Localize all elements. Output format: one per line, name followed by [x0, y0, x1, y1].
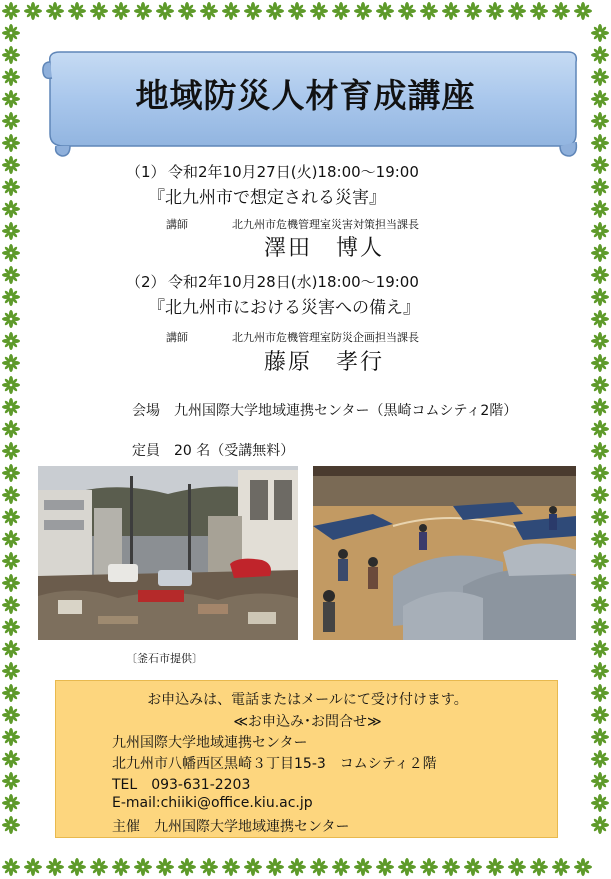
leaf-icon — [244, 858, 262, 876]
leaf-icon — [398, 2, 416, 20]
leaf-icon — [464, 858, 482, 876]
leaf-icon — [2, 464, 20, 482]
leaf-icon — [222, 2, 240, 20]
session-2-lecturer-name: 藤原 孝行 — [264, 350, 385, 375]
leaf-icon — [2, 2, 20, 20]
leaf-icon — [398, 858, 416, 876]
leaf-icon — [178, 2, 196, 20]
session-2-datetime: 令和2年10月28日(水)18:00～19:00 — [168, 273, 419, 291]
application-note: お申込みは、電話またはメールにて受け付けます。 — [147, 692, 468, 708]
leaf-icon — [2, 794, 20, 812]
leaf-icon — [591, 662, 609, 680]
leaf-icon — [2, 508, 20, 526]
leaf-icon — [591, 684, 609, 702]
session-1-number: （1） — [126, 163, 166, 181]
leaf-icon — [591, 200, 609, 218]
leaf-icon — [310, 858, 328, 876]
leaf-icon — [222, 858, 240, 876]
leaf-icon — [486, 2, 504, 20]
leaf-icon — [591, 134, 609, 152]
leaf-icon — [24, 858, 42, 876]
leaf-icon — [376, 2, 394, 20]
leaf-icon — [24, 2, 42, 20]
leaf-icon — [376, 858, 394, 876]
leaf-icon — [310, 2, 328, 20]
leaf-icon — [288, 2, 306, 20]
leaf-icon — [591, 618, 609, 636]
leaf-icon — [591, 530, 609, 548]
leaf-icon — [332, 2, 350, 20]
leaf-icon — [591, 772, 609, 790]
leaf-icon — [2, 596, 20, 614]
session-2-subject: 『北九州市における災害への備え』 — [148, 298, 420, 318]
leaf-icon — [68, 858, 86, 876]
leaf-icon — [591, 640, 609, 658]
leaf-icon — [288, 858, 306, 876]
leaf-icon — [591, 574, 609, 592]
leaf-icon — [2, 574, 20, 592]
leaf-icon — [2, 816, 20, 834]
session-1-subject: 『北九州市で想定される災害』 — [148, 188, 386, 208]
leaf-icon — [2, 662, 20, 680]
leaf-icon — [2, 618, 20, 636]
leaf-icon — [591, 442, 609, 460]
leaf-icon — [2, 156, 20, 174]
leaf-icon — [2, 420, 20, 438]
leaf-icon — [591, 222, 609, 240]
leaf-icon — [2, 46, 20, 64]
leaf-icon — [442, 858, 460, 876]
leaf-icon — [2, 178, 20, 196]
leaf-icon — [2, 552, 20, 570]
session-2-lecturer-label: 講師 — [166, 331, 188, 344]
photo-caption: 〔釜石市提供〕 — [126, 652, 203, 665]
inquiry-heading: ≪お申込み･お問合せ≫ — [233, 714, 382, 730]
leaf-icon — [2, 772, 20, 790]
leaf-icon — [2, 332, 20, 350]
leaf-icon — [2, 684, 20, 702]
leaf-icon — [2, 486, 20, 504]
leaf-icon — [420, 2, 438, 20]
leaf-icon — [2, 222, 20, 240]
leaf-icon — [486, 858, 504, 876]
leaf-icon — [2, 376, 20, 394]
session-1-datetime: 令和2年10月27日(火)18:00～19:00 — [168, 163, 419, 181]
leaf-icon — [552, 2, 570, 20]
leaf-icon — [2, 640, 20, 658]
leaf-icon — [508, 2, 526, 20]
leaf-icon — [591, 420, 609, 438]
leaf-icon — [134, 858, 152, 876]
leaf-icon — [178, 858, 196, 876]
leaf-icon — [200, 858, 218, 876]
leaf-icon — [591, 156, 609, 174]
leaf-icon — [508, 858, 526, 876]
leaf-icon — [332, 858, 350, 876]
leaf-icon — [591, 398, 609, 416]
leaf-icon — [591, 552, 609, 570]
leaf-icon — [442, 2, 460, 20]
leaf-icon — [530, 2, 548, 20]
leaf-icon — [591, 46, 609, 64]
leaf-icon — [574, 2, 592, 20]
leaf-icon — [90, 2, 108, 20]
host-text: 主催 九州国際大学地域連携センター — [112, 819, 350, 835]
session-1-lecturer-title: 北九州市危機管理室災害対策担当課長 — [232, 218, 419, 231]
capacity-text: 定員 20 名（受講無料） — [132, 443, 295, 459]
leaf-icon — [2, 530, 20, 548]
contact-info-box — [55, 680, 558, 838]
leaf-icon — [591, 288, 609, 306]
leaf-icon — [266, 858, 284, 876]
leaf-icon — [591, 354, 609, 372]
leaf-icon — [591, 332, 609, 350]
leaf-icon — [112, 2, 130, 20]
leaf-icon — [530, 858, 548, 876]
leaf-icon — [46, 2, 64, 20]
org-email: E-mail:chiiki@office.kiu.ac.jp — [112, 795, 313, 811]
page-title: 地域防災人材育成講座 — [135, 76, 476, 115]
leaf-icon — [354, 858, 372, 876]
leaf-icon — [591, 266, 609, 284]
leaf-icon — [354, 2, 372, 20]
leaf-icon — [244, 2, 262, 20]
leaf-icon — [90, 858, 108, 876]
leaf-icon — [420, 858, 438, 876]
leaf-icon — [2, 288, 20, 306]
leaf-icon — [2, 858, 20, 876]
leaf-icon — [591, 486, 609, 504]
leaf-icon — [591, 750, 609, 768]
session-2-number: （2） — [126, 273, 166, 291]
session-2-lecturer-title: 北九州市危機管理室防災企画担当課長 — [232, 331, 419, 344]
leaf-icon — [46, 858, 64, 876]
leaf-icon — [552, 858, 570, 876]
org-phone: TEL 093-631-2203 — [112, 777, 251, 793]
shelter-photo — [313, 466, 576, 640]
leaf-icon — [266, 2, 284, 20]
leaf-icon — [591, 178, 609, 196]
session-1-lecturer-label: 講師 — [166, 218, 188, 231]
leaf-icon — [591, 310, 609, 328]
leaf-icon — [591, 244, 609, 262]
leaf-icon — [2, 310, 20, 328]
leaf-icon — [591, 706, 609, 724]
leaf-icon — [68, 2, 86, 20]
leaf-icon — [591, 596, 609, 614]
leaf-icon — [200, 2, 218, 20]
leaf-icon — [2, 398, 20, 416]
leaf-icon — [156, 2, 174, 20]
leaf-icon — [2, 24, 20, 42]
leaf-icon — [2, 200, 20, 218]
leaf-icon — [2, 728, 20, 746]
leaf-icon — [2, 266, 20, 284]
leaf-icon — [2, 244, 20, 262]
org-name: 九州国際大学地域連携センター — [112, 735, 308, 751]
leaf-icon — [2, 750, 20, 768]
leaf-icon — [2, 134, 20, 152]
leaf-icon — [591, 508, 609, 526]
session-1-lecturer-name: 澤田 博人 — [264, 236, 385, 261]
leaf-icon — [574, 858, 592, 876]
leaf-icon — [464, 2, 482, 20]
leaf-icon — [591, 816, 609, 834]
leaf-icon — [156, 858, 174, 876]
leaf-icon — [2, 442, 20, 460]
leaf-icon — [591, 794, 609, 812]
leaf-icon — [591, 24, 609, 42]
venue-text: 会場 九州国際大学地域連携センター（黒崎コムシティ2階） — [132, 403, 518, 419]
leaf-icon — [591, 376, 609, 394]
disaster-photo — [38, 466, 298, 640]
leaf-icon — [591, 464, 609, 482]
leaf-icon — [112, 858, 130, 876]
org-address: 北九州市八幡西区黒崎３丁目15-3 コムシティ２階 — [112, 756, 437, 772]
leaf-icon — [2, 706, 20, 724]
leaf-icon — [134, 2, 152, 20]
leaf-icon — [2, 354, 20, 372]
leaf-icon — [591, 728, 609, 746]
